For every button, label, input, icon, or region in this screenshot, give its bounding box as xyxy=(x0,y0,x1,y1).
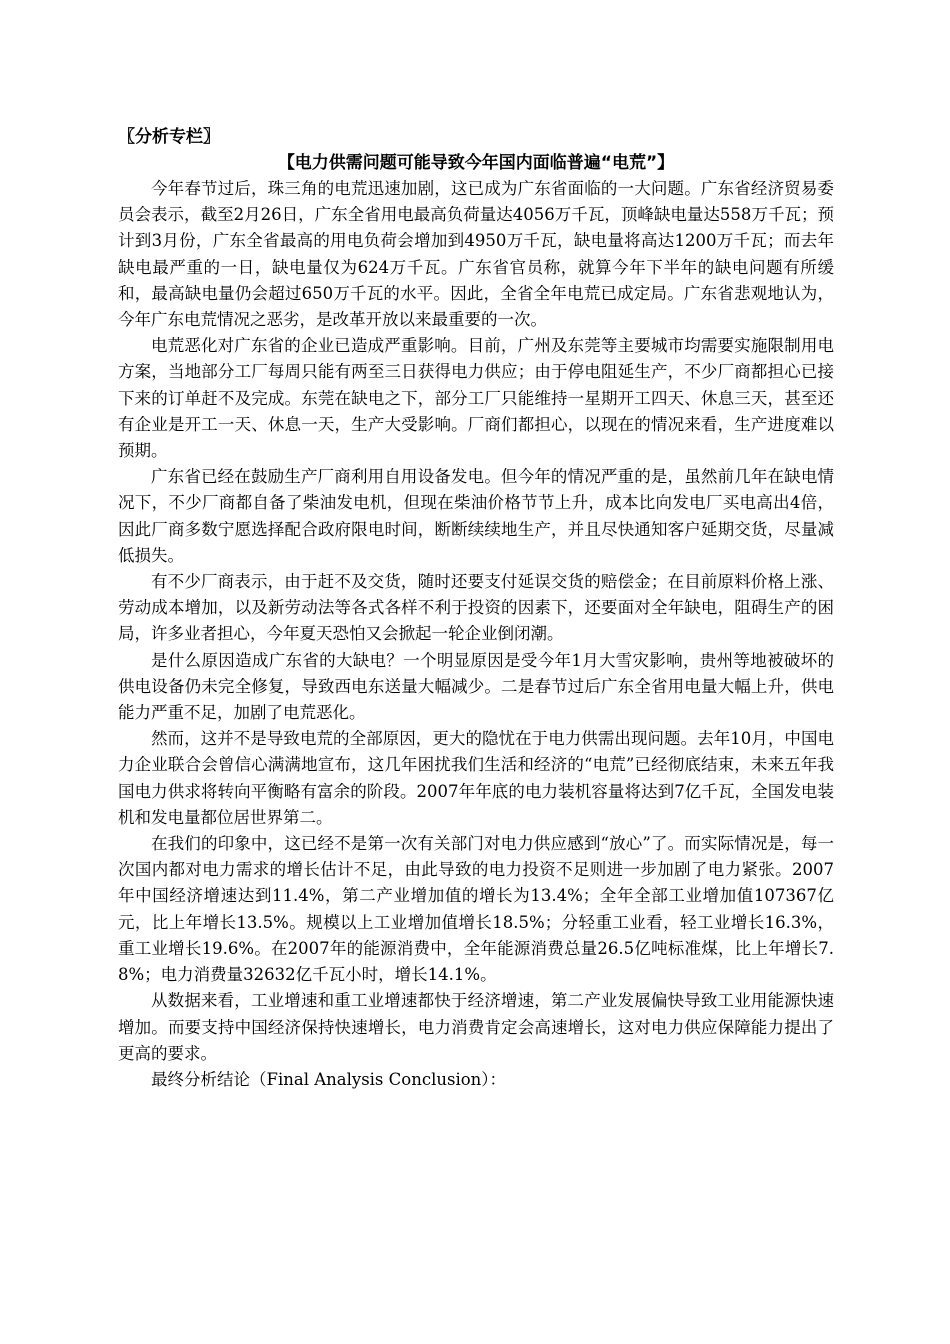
paragraph-2: 电荒恶化对广东省的企业已造成严重影响。目前，广州及东莞等主要城市均需要实施限制用电方案，当地部分工厂每周只能有两至三日获得电力供应；由于停电阻延生产，不少厂商都担心已接下来的订单赶不及完成。东莞在缺电之下，部分工厂只能维持一星期开工四天、休息三天，甚至还有企业是开工一天、休息一天，生产大受影响。厂商们都担心，以现在的情况来看，生产进度难以预期。 xyxy=(118,336,834,461)
document-page xyxy=(118,124,834,1093)
paragraph-8: 从数据来看，工业增速和重工业增速都快于经济增速，第二产业发展偏快导致工业用能源快速增加。而要支持中国经济保持快速增长，电力消费肯定会高速增长，这对电力供应保障能力提出了更高的要求。 xyxy=(118,991,834,1063)
article-title: 【电力供需问题可能导致今年国内面临普遍“电荒”】 xyxy=(277,153,675,173)
paragraph-7: 在我们的印象中，这已经不是第一次有关部门对电力供应感到“放心”了。而实际情况是，每一次国内都对电力需求的增长估计不足，由此导致的电力投资不足则进一步加剧了电力紧张。2007年中国经济增速达到11.4%，第二产业增加值的增长为13.4%；全年全部工业增加值107367亿元，比上年增长13.5%。规模以上工业增加值增长18.5%；分轻重工业看，轻工业增长16.3%，重工业增长19.6%。在2007年的能源消费中，全年能源消费总量26.5亿吨标准煤，比上年增长7.8%；电力消费量32632亿千瓦小时，增长14.1%。 xyxy=(118,834,834,985)
paragraph-4: 有不少厂商表示，由于赶不及交货，随时还要支付延误交货的赔偿金；在目前原料价格上涨、劳动成本增加，以及新劳动法等各式各样不利于投资的因素下，还要面对全年缺电，阻碍生产的困局，许多业者担心，今年夏天恐怕又会掀起一轮企业倒闭潮。 xyxy=(118,572,834,644)
section-tag: 〖分析专栏〗 xyxy=(118,127,220,147)
paragraph-3: 广东省已经在鼓励生产厂商利用自用设备发电。但今年的情况严重的是，虽然前几年在缺电情况下，不少厂商都自备了柴油发电机，但现在柴油价格节节上升，成本比向发电厂买电高出4倍，因此厂商多数宁愿选择配合政府限电时间，断断续续地生产，并且尽快通知客户延期交货，尽量减低损失。 xyxy=(118,467,834,565)
paragraph-5: 是什么原因造成广东省的大缺电？一个明显原因是受今年1月大雪灾影响，贵州等地被破坏的供电设备仍未完全修复，导致西电东送量大幅减少。二是春节过后广东全省用电量大幅上升，供电能力严重不足，加剧了电荒恶化。 xyxy=(118,650,834,723)
paragraph-6: 然而，这并不是导致电荒的全部原因，更大的隐忧在于电力供需出现问题。去年10月，中国电力企业联合会曾信心满满地宣布，这几年困扰我们生活和经济的“电荒”已经彻底结束，未来五年我国电力供求将转向平衡略有富余的阶段。2007年年底的电力装机容量将达到7亿千瓦，全国发电装机和发电量都位居世界第二。 xyxy=(118,729,834,827)
paragraph-1: 今年春节过后，珠三角的电荒迅速加剧，这已成为广东省面临的一大问题。广东省经济贸易委员会表示，截至2月26日，广东全省用电最高负荷量达4056万千瓦，顶峰缺电量达558万千瓦；预计到3月份，广东全省最高的用电负荷会增加到4950万千瓦，缺电量将高达1200万千瓦；而去年缺电最严重的一日，缺电量仅为624万千瓦。广东省官员称，就算今年下半年的缺电问题有所缓和，最高缺电量仍会超过650万千瓦的水平。因此，全省全年电荒已成定局。广东省悲观地认为，今年广东电荒情况之恶劣，是改革开放以来最重要的一次。 xyxy=(118,179,834,330)
conclusion-label: 最终分析结论（Final Analysis Conclusion）： xyxy=(151,1069,507,1089)
